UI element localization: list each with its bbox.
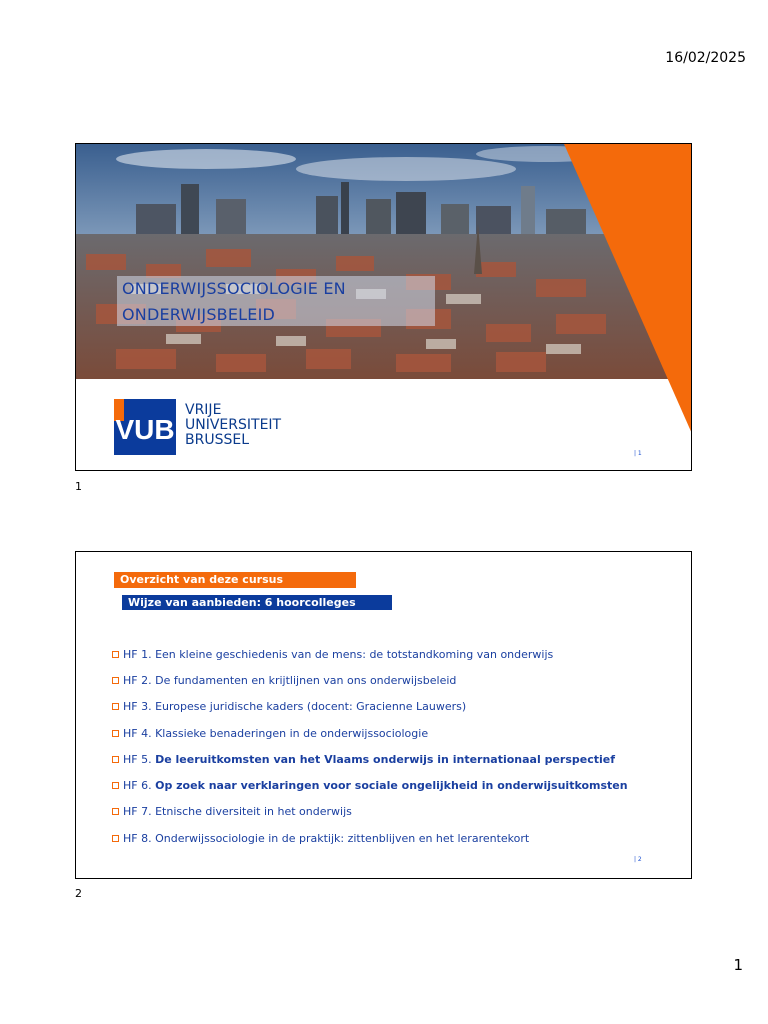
chapter-item: HF 8. Onderwijssociologie in de praktijk: zittenblijven en het lerarentekort [112,825,628,851]
slide-1-thumbnail [75,143,692,471]
checkbox-bullet-icon [112,808,119,815]
page-number: 1 [733,956,743,974]
section-label: Overzicht van deze cursus [114,572,356,588]
checkbox-bullet-icon [112,835,119,842]
slide-title-line2: ONDERWIJSBELEID [122,305,276,324]
vub-logo-text [185,403,281,448]
print-date: 16/02/2025 [665,50,746,66]
checkbox-bullet-icon [112,651,119,658]
chapter-item: HF 6. Op zoek naar verklaringen voor sociale ongelijkheid in onderwijsuitkomsten [112,772,628,798]
chapter-list [112,641,628,851]
slide-number: | 1 [634,450,642,457]
slide-2-thumbnail [75,551,692,879]
checkbox-bullet-icon [112,782,119,789]
checkbox-bullet-icon [112,756,119,763]
slide-number: | 2 [634,856,642,863]
chapter-item: HF 2. De fundamenten en krijtlijnen van ons onderwijsbeleid [112,667,628,693]
checkbox-bullet-icon [112,730,119,737]
logo-text-line1: VRIJE [185,402,222,418]
chapter-item: HF 7. Etnische diversiteit in het onderwijs [112,799,628,825]
slide-1-caption: 1 [75,480,82,493]
checkbox-bullet-icon [112,703,119,710]
chapter-item: HF 1. Een kleine geschiedenis van de mens: de totstandkoming van onderwijs [112,641,628,667]
vub-logo-mark [114,399,176,455]
subsection-label: Wijze van aanbieden: 6 hoorcolleges [122,595,392,610]
logo-text-line3: BRUSSEL [185,432,249,448]
slide-2-caption: 2 [75,887,82,900]
slide-title-box [117,276,435,326]
slide-title-line1: ONDERWIJSSOCIOLOGIE EN [122,279,346,298]
logo-text-line2: UNIVERSITEIT [185,417,282,433]
chapter-item: HF 5. De leeruitkomsten van het Vlaams onderwijs in internationaal perspectief [112,746,628,772]
vub-logo-letters: VUB [115,414,175,445]
chapter-item: HF 3. Europese juridische kaders (docent: Gracienne Lauwers) [112,694,628,720]
checkbox-bullet-icon [112,677,119,684]
chapter-item: HF 4. Klassieke benaderingen in de onderwijssociologie [112,720,628,746]
